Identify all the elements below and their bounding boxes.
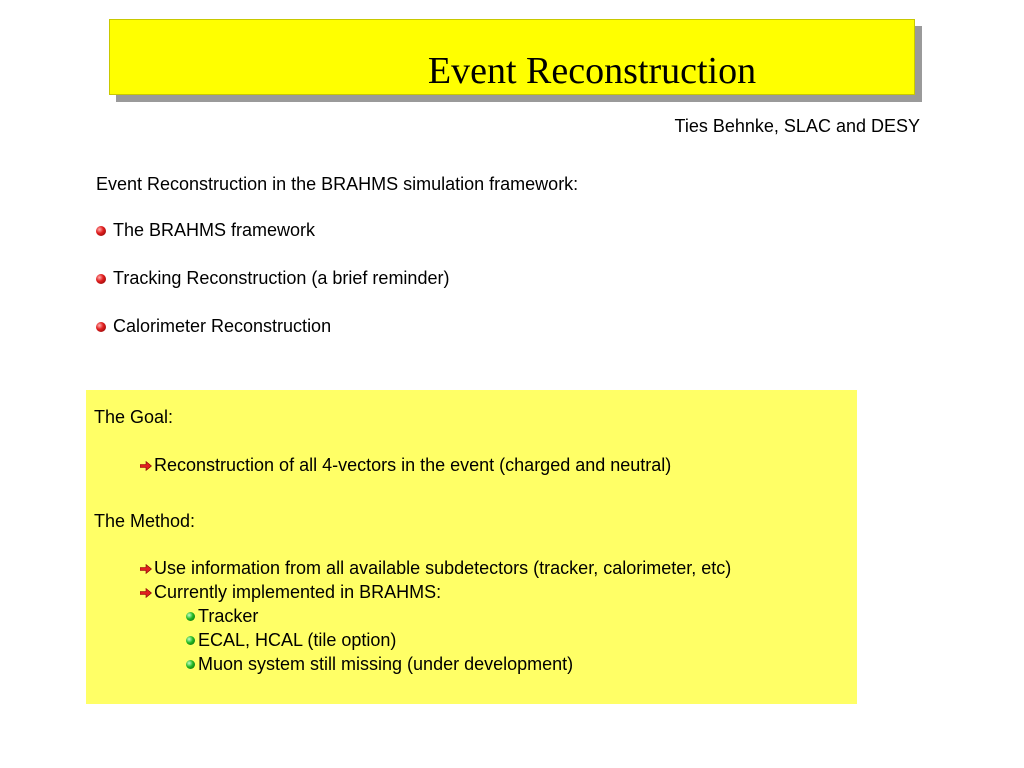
red-arrow-bullet-icon <box>140 461 152 471</box>
red-ball-bullet-icon <box>96 226 106 236</box>
green-ball-bullet-icon <box>186 612 195 621</box>
author-line: Ties Behnke, SLAC and DESY <box>674 116 920 136</box>
goal-item <box>140 455 671 476</box>
agenda-item <box>96 268 449 289</box>
implemented-item-label: Tracker <box>198 606 259 626</box>
red-ball-bullet-icon <box>96 274 106 284</box>
green-ball-bullet-icon <box>186 636 195 645</box>
method-heading: The Method: <box>94 511 196 531</box>
implemented-item <box>186 654 573 675</box>
red-arrow-bullet-icon <box>140 564 152 574</box>
implemented-item <box>186 606 258 627</box>
green-ball-bullet-icon <box>186 660 195 669</box>
method-item <box>140 582 441 603</box>
agenda-item-label: Tracking Reconstruction (a brief reminder) <box>113 268 450 288</box>
goal-method-box <box>86 390 857 704</box>
method-item-label: Use information from all available subdetectors (tracker, calorimeter, etc) <box>154 558 732 578</box>
implemented-item <box>186 630 396 651</box>
red-ball-bullet-icon <box>96 322 106 332</box>
method-item-label: Currently implemented in BRAHMS: <box>154 582 442 602</box>
red-arrow-bullet-icon <box>140 588 152 598</box>
slide-title: Event Reconstruction <box>427 50 757 92</box>
title-banner <box>109 19 915 95</box>
goal-heading: The Goal: <box>94 407 174 427</box>
method-item <box>140 558 731 579</box>
agenda-item <box>96 316 331 337</box>
agenda-item-label: The BRAHMS framework <box>113 220 316 240</box>
agenda-item-label: Calorimeter Reconstruction <box>113 316 332 336</box>
agenda-item <box>96 220 315 241</box>
implemented-item-label: Muon system still missing (under development) <box>198 654 574 674</box>
goal-item-label: Reconstruction of all 4-vectors in the event (charged and neutral) <box>154 455 672 475</box>
implemented-item-label: ECAL, HCAL (tile option) <box>198 630 397 650</box>
intro-text: Event Reconstruction in the BRAHMS simulation framework: <box>96 174 579 194</box>
